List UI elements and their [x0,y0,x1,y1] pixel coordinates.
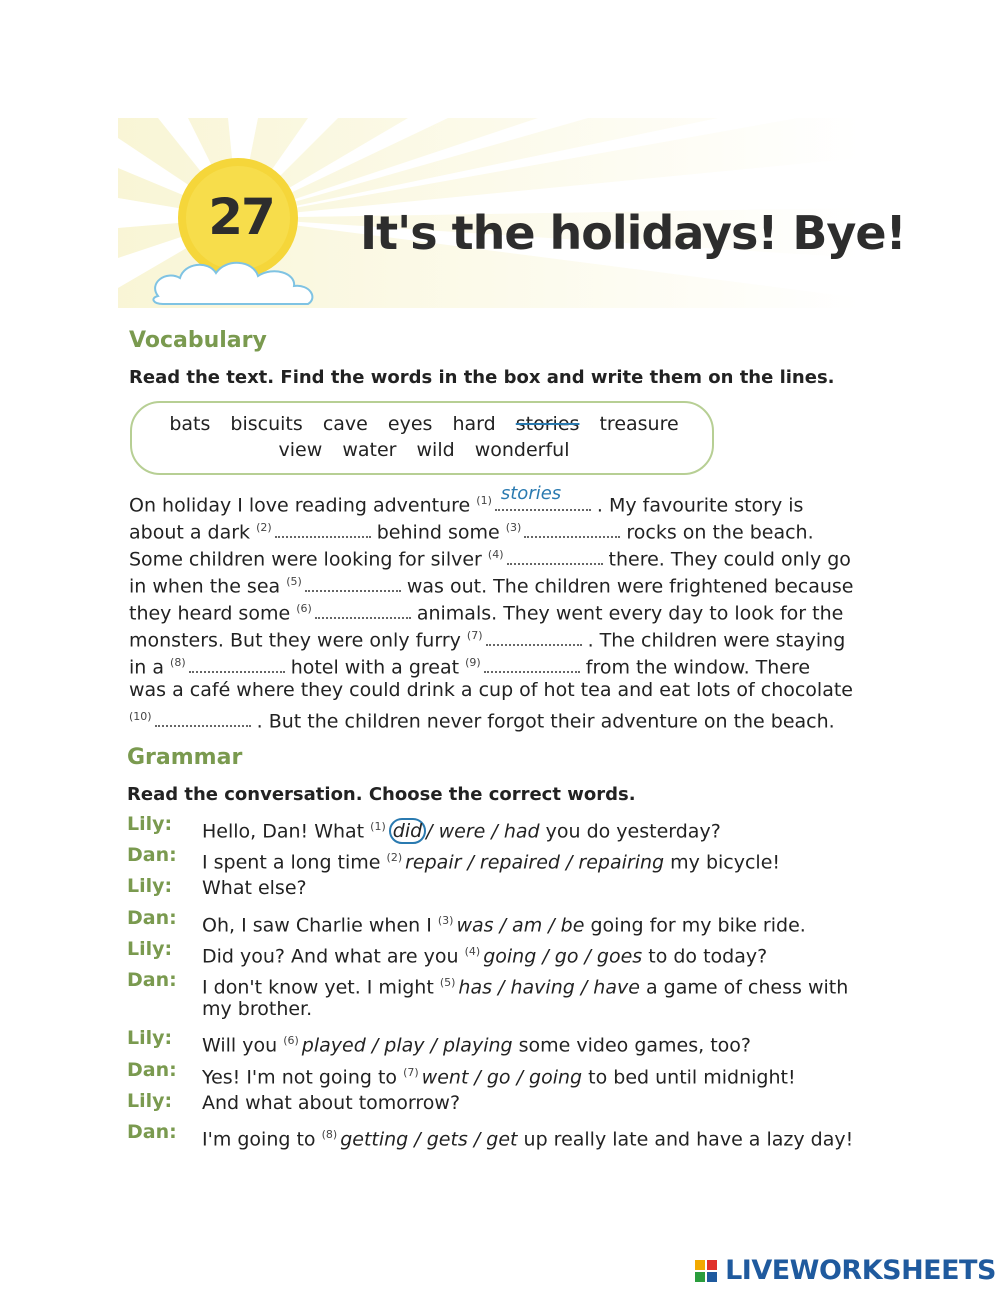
answer-options[interactable]: has / having / have [458,976,640,999]
speaker-label: Lily: [127,1027,173,1049]
answer-blank-4[interactable] [507,545,603,565]
word-item-crossed-out: stories [515,413,580,435]
dialogue-line [202,844,780,876]
word-item: wonderful [474,439,570,461]
answer-blank-3[interactable] [524,518,620,538]
answer-options[interactable]: repair / repaired / repairing [405,851,665,874]
speaker-label: Lily: [127,813,173,835]
dialogue-line [202,938,767,970]
dialogue-line [202,907,806,939]
liveworksheets-logo: LIVEWORKSHEETS [694,1255,996,1286]
unit-number: 27 [208,188,274,246]
dialogue-text: you do yesterday? [539,820,721,843]
word-item: view [278,439,323,461]
question-number: (3) [437,914,454,927]
dialogue-text: I'm going to [202,1128,322,1151]
answer-blank-8[interactable] [189,653,285,673]
answer-options[interactable]: was / am / be [456,914,585,937]
dialogue-line [202,813,721,845]
text-line: about a dark $^{(2)}$ behind some $^{(3)}$ rocks on the beach. [129,515,814,545]
word-item: biscuits [230,413,303,435]
speaker-label: Lily: [127,875,173,897]
speaker-label: Lily: [127,938,173,960]
text-line: was a café where they could drink a cup of hot tea and eat lots of chocolate [129,679,853,701]
question-number: (8) [321,1128,338,1141]
dialogue-text: up really late and have a lazy day! [517,1128,854,1151]
dialogue-text: some video games, too? [512,1034,751,1057]
text-line: monsters. But they were only furry $^{(7)}$ . The children were staying [129,623,845,653]
unit-title: It's the holidays! Bye! [360,206,906,260]
speaker-label: Dan: [127,969,177,991]
question-number: (4) [464,945,481,958]
speaker-label: Dan: [127,907,177,929]
dialogue-text: Will you [202,1034,284,1057]
text-line: in a $^{(8)}$ hotel with a great $^{(9)}$ from the window. There [129,650,810,680]
word-item: bats [169,413,211,435]
dialogue-text: to do today? [642,945,768,968]
word-item: hard [452,413,496,435]
answer-options[interactable]: getting / gets / get [340,1128,518,1151]
handwritten-answer: stories [500,483,562,505]
dialogue-text: And what about tomorrow? [202,1092,461,1114]
word-box-row-1 [132,413,716,435]
grammar-heading: Grammar [127,745,243,770]
text-line: Some children were looking for silver $^{(4)}$ there. They could only go [129,542,851,572]
dialogue-line [202,1027,751,1059]
answer-options[interactable]: / were / had [426,820,540,843]
speaker-label: Dan: [127,844,177,866]
word-item: cave [322,413,368,435]
question-number: (7) [403,1066,419,1079]
answer-blank-5[interactable] [305,572,401,592]
vocabulary-instruction: Read the text. Find the words in the box and write them on the lines. [129,367,835,388]
answer-options[interactable]: going / go / goes [483,945,643,968]
dialogue-text: Oh, I saw Charlie when I [202,914,438,937]
answer-options[interactable]: played / play / playing [301,1034,513,1057]
word-item: water [342,439,397,461]
dialogue-text: a game of chess with [639,976,849,999]
word-item: wild [416,439,455,461]
dialogue-text: my bicycle! [664,851,781,874]
question-number: (5) [439,976,456,989]
text-line: On holiday I love reading adventure $^{(1)}$ stories . My favourite story is [129,483,804,517]
question-number: (6) [283,1034,299,1047]
word-item: eyes [387,413,433,435]
answer-blank-2[interactable] [275,518,371,538]
question-number: (1) [370,820,386,833]
dialogue-text: I don't know yet. I might [202,976,440,999]
answer-blank-9[interactable] [484,653,580,673]
word-item: treasure [599,413,679,435]
dialogue-text: to bed until midnight! [582,1066,796,1089]
dialogue-line [202,1090,460,1117]
dialogue-text: What else? [202,877,307,899]
dialogue-line [202,1059,796,1091]
logo-squares-icon [694,1259,720,1283]
dialogue-text: I spent a long time [202,851,387,874]
answer-blank-1[interactable] [495,483,591,511]
grammar-instruction: Read the conversation. Choose the correct words. [127,784,636,805]
dialogue-line [202,875,307,902]
text-line: in when the sea $^{(5)}$ was out. The children were frightened because [129,569,854,599]
word-box-row-2 [132,439,716,461]
answer-blank-10[interactable] [155,707,251,727]
text-line: they heard some $^{(6)}$ animals. They went every day to look for the [129,596,843,626]
dialogue-text: Yes! I'm not going to [202,1066,404,1089]
answer-options[interactable]: went / go / going [421,1066,583,1089]
dialogue-line [202,1121,853,1153]
vocabulary-heading: Vocabulary [129,328,267,353]
dialogue-line-continuation: my brother. [202,998,313,1020]
dialogue-text: Hello, Dan! What [202,820,371,843]
speaker-label: Dan: [127,1121,177,1143]
word-box [130,401,714,475]
dialogue-text: going for my bike ride. [584,914,806,937]
selected-option[interactable]: did [389,818,426,844]
answer-blank-6[interactable] [315,599,411,619]
dialogue-text: Did you? And what are you [202,945,465,968]
speaker-label: Dan: [127,1059,177,1081]
question-number: (2) [386,851,403,864]
text-line: $^{(10)}$ . But the children never forgot their adventure on the beach. [129,704,835,734]
answer-blank-7[interactable] [486,626,582,646]
speaker-label: Lily: [127,1090,173,1112]
